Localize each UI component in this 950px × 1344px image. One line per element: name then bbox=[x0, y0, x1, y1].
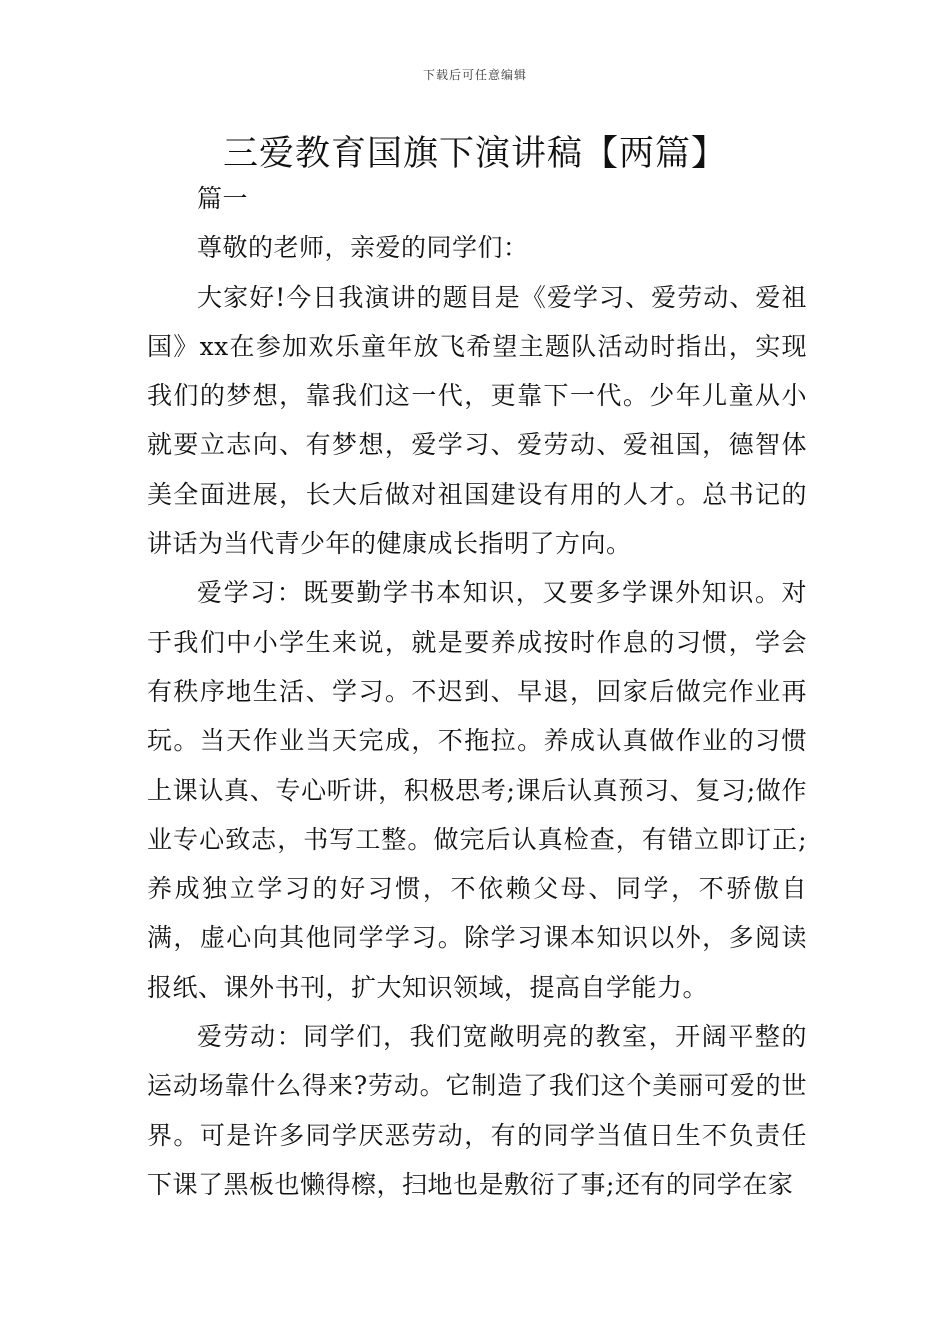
salutation: 尊敬的老师，亲爱的同学们： bbox=[197, 233, 529, 263]
document-body bbox=[147, 174, 807, 1209]
paragraph: 爱学习：既要勤学书本知识，又要多学课外知识。对于我们中小学生来说，就是要养成按时作息的习惯，学会有秩序地生活、学习。不迟到、早退，回家后做完作业再玩。当天作业当天完成，不拖拉。养成认真做作业的习惯上课认真、专心听讲，积极思考;课后认真预习、复习;做作业专心致志，书写工整。做完后认真检查，有错立即订正;养成独立学习的好习惯，不依赖父母、同学，不骄傲自满，虚心向其他同学学习。除学习课本知识以外，多阅读报纸、课外书刊，扩大知识领域，提高自学能力。 bbox=[147, 578, 807, 1002]
paragraph: 爱劳动：同学们，我们宽敞明亮的教室，开阔平整的运动场靠什么得来?劳动。它制造了我们这个美丽可爱的世界。可是许多同学厌恶劳动，有的同学当值日生不负责任下课了黑板也懒得檫，扫地也是敷衍了事;还有的同学在家 bbox=[147, 1022, 807, 1199]
document-title: 三爱教育国旗下演讲稿【两篇】 bbox=[222, 134, 727, 174]
section-label: 篇一 bbox=[197, 184, 249, 213]
header-note: 下载后可任意编辑 bbox=[422, 68, 527, 82]
paragraph: 大家好!今日我演讲的题目是《爱学习、爱劳动、爱祖国》xx在参加欢乐童年放飞希望主题队活动时指出，实现我们的梦想，靠我们这一代，更靠下一代。少年儿童从小就要立志向、有梦想，爱学习、爱劳动、爱祖国，德智体美全面进展，长大后做对祖国建设有用的人才。总书记的讲话为当代青少年的健康成长指明了方向。 bbox=[147, 282, 807, 559]
